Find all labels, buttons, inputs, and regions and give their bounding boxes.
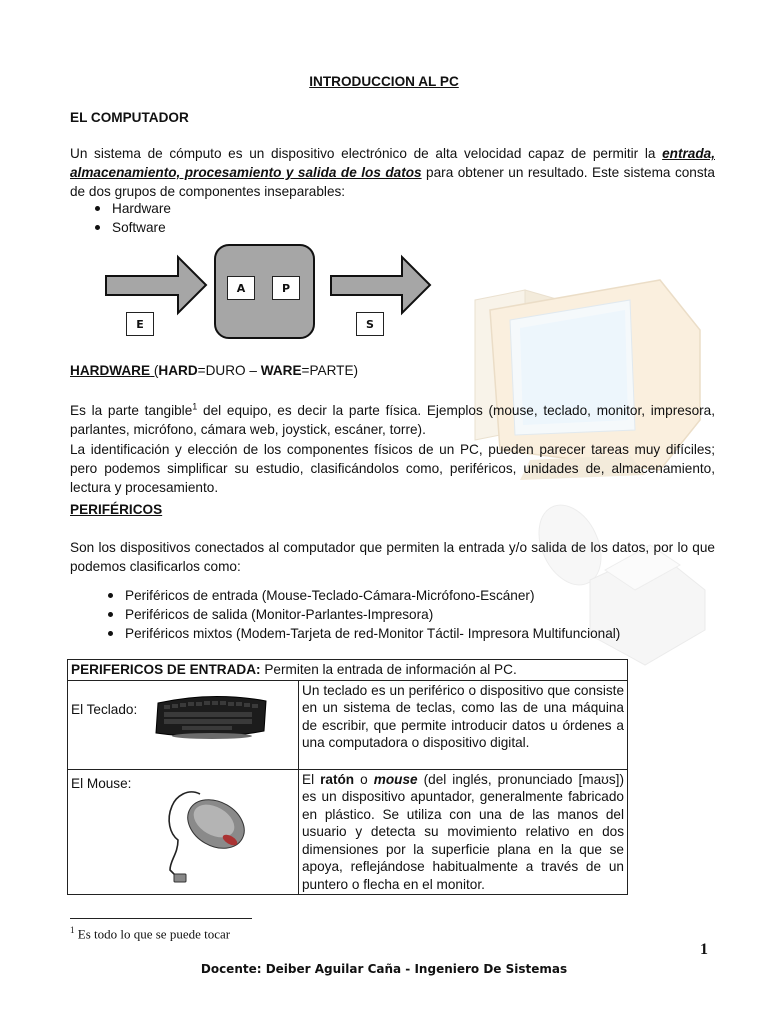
paragraph-text: del equipo, es decir la parte física. Ejemplos (mouse, teclado, monitor, impresora, parlantes, micrófono, cámara web, joystick, escáner, torre).: [70, 403, 715, 437]
heading-text: WARE: [260, 363, 302, 378]
row-label: El Mouse:: [71, 775, 132, 791]
paragraph-computador: [70, 144, 715, 201]
row-label: El Teclado:: [71, 701, 138, 717]
list-item: Periféricos mixtos (Modem-Tarjeta de red-Monitor Táctil- Impresora Multifuncional): [101, 624, 620, 643]
heading-el-computador: EL COMPUTADOR: [70, 110, 189, 125]
components-list: [88, 199, 171, 237]
paragraph-hardware-2: La identificación y elección de los componentes físicos de un PC, pueden parecer tareas muy difíciles; pero podemos simplificar su estudio, clasificándolos como, periféricos, unidades de, almacenamiento, lectura y procesamiento.: [70, 442, 715, 495]
footnote-number: 1: [70, 925, 75, 935]
paragraph-text: Un sistema de cómputo es un dispositivo electrónico de alta velocidad capaz de permitir la: [70, 146, 663, 161]
process-label-a: A: [227, 276, 255, 300]
paragraph-text: para obtener un resultado. Este sistema consta de dos grupos de componentes inseparables:: [70, 165, 715, 199]
description-text: o: [354, 771, 374, 787]
list-item: Periféricos de entrada (Mouse-Teclado-Cámara-Micrófono-Escáner): [101, 586, 620, 605]
footnote-text: Es todo lo que se puede tocar: [74, 926, 231, 942]
page-number: 1: [700, 941, 708, 958]
page-title: INTRODUCCION AL PC: [309, 74, 459, 89]
paragraph-hardware-1: [70, 401, 715, 439]
output-arrow: [331, 257, 430, 313]
heading-text: =PARTE): [301, 363, 359, 378]
heading-text: (: [150, 363, 159, 378]
table-cell-label: [68, 680, 299, 769]
heading-text: =DURO –: [197, 363, 261, 378]
page-footer: Docente: Deiber Aguilar Caña - Ingeniero De Sistemas: [200, 962, 568, 976]
keyboard-icon: [152, 689, 270, 743]
paragraph-perifericos: Son los dispositivos conectados al computador que permiten la entrada y/o salida de los datos, por lo que podemos clasificarlos como:: [70, 540, 715, 574]
system-diagram: [104, 243, 434, 343]
description-bold-italic: mouse: [373, 771, 418, 787]
footnote-ref: 1: [192, 401, 198, 412]
heading-perifericos: PERIFÉRICOS: [70, 502, 163, 517]
description-bold: ratón: [320, 771, 355, 787]
output-label: S: [356, 312, 384, 336]
paragraph-text: Es la parte tangible: [70, 403, 193, 418]
peripherals-list: [101, 586, 620, 643]
table-cell-description: [299, 769, 628, 895]
description-text: El: [302, 771, 321, 787]
process-label-p: P: [272, 276, 300, 300]
list-item: Periféricos de salida (Monitor-Parlantes-Impresora): [101, 605, 620, 624]
table-row: [68, 769, 628, 895]
list-item: Hardware: [88, 199, 171, 218]
heading-text: HARDWARE: [70, 363, 151, 378]
table-header-cell: [68, 660, 628, 681]
table-cell-label: [68, 769, 299, 895]
input-label: E: [126, 312, 154, 336]
table-header-text: Permiten la entrada de información al PC.: [260, 662, 517, 677]
table-header-bold: PERIFERICOS DE ENTRADA:: [71, 662, 261, 677]
description-text: (del inglés, pronunciado [maʊs]) es un dispositivo apuntador, generalmente fabricado en plástico. Se utiliza con una de las manos del usuario y detecta su movimiento relativo en dos dimensiones por la superficie plana en la que se apoya, reflejándose habitualmente a través de un puntero o flecha en el monitor.: [302, 771, 624, 892]
table-cell-description: Un teclado es un periférico o dispositivo que consiste en un sistema de teclas, como las de una máquina de escribir, que permite introducir datos u órdenes a una computadora o dispositivo digital.: [299, 680, 628, 769]
input-arrow: [106, 257, 206, 313]
input-peripherals-table: [67, 659, 628, 895]
heading-hardware: [70, 361, 358, 380]
footnote-divider: [70, 918, 252, 919]
emphasis-text: entrada, almacenamiento, procesamiento y salida de los datos: [70, 146, 715, 180]
table-header-row: [68, 660, 628, 681]
mouse-icon: [148, 788, 258, 886]
table-row: [68, 680, 628, 769]
footnote: [70, 925, 230, 942]
heading-text: HARD: [158, 363, 198, 378]
list-item: Software: [88, 218, 171, 237]
